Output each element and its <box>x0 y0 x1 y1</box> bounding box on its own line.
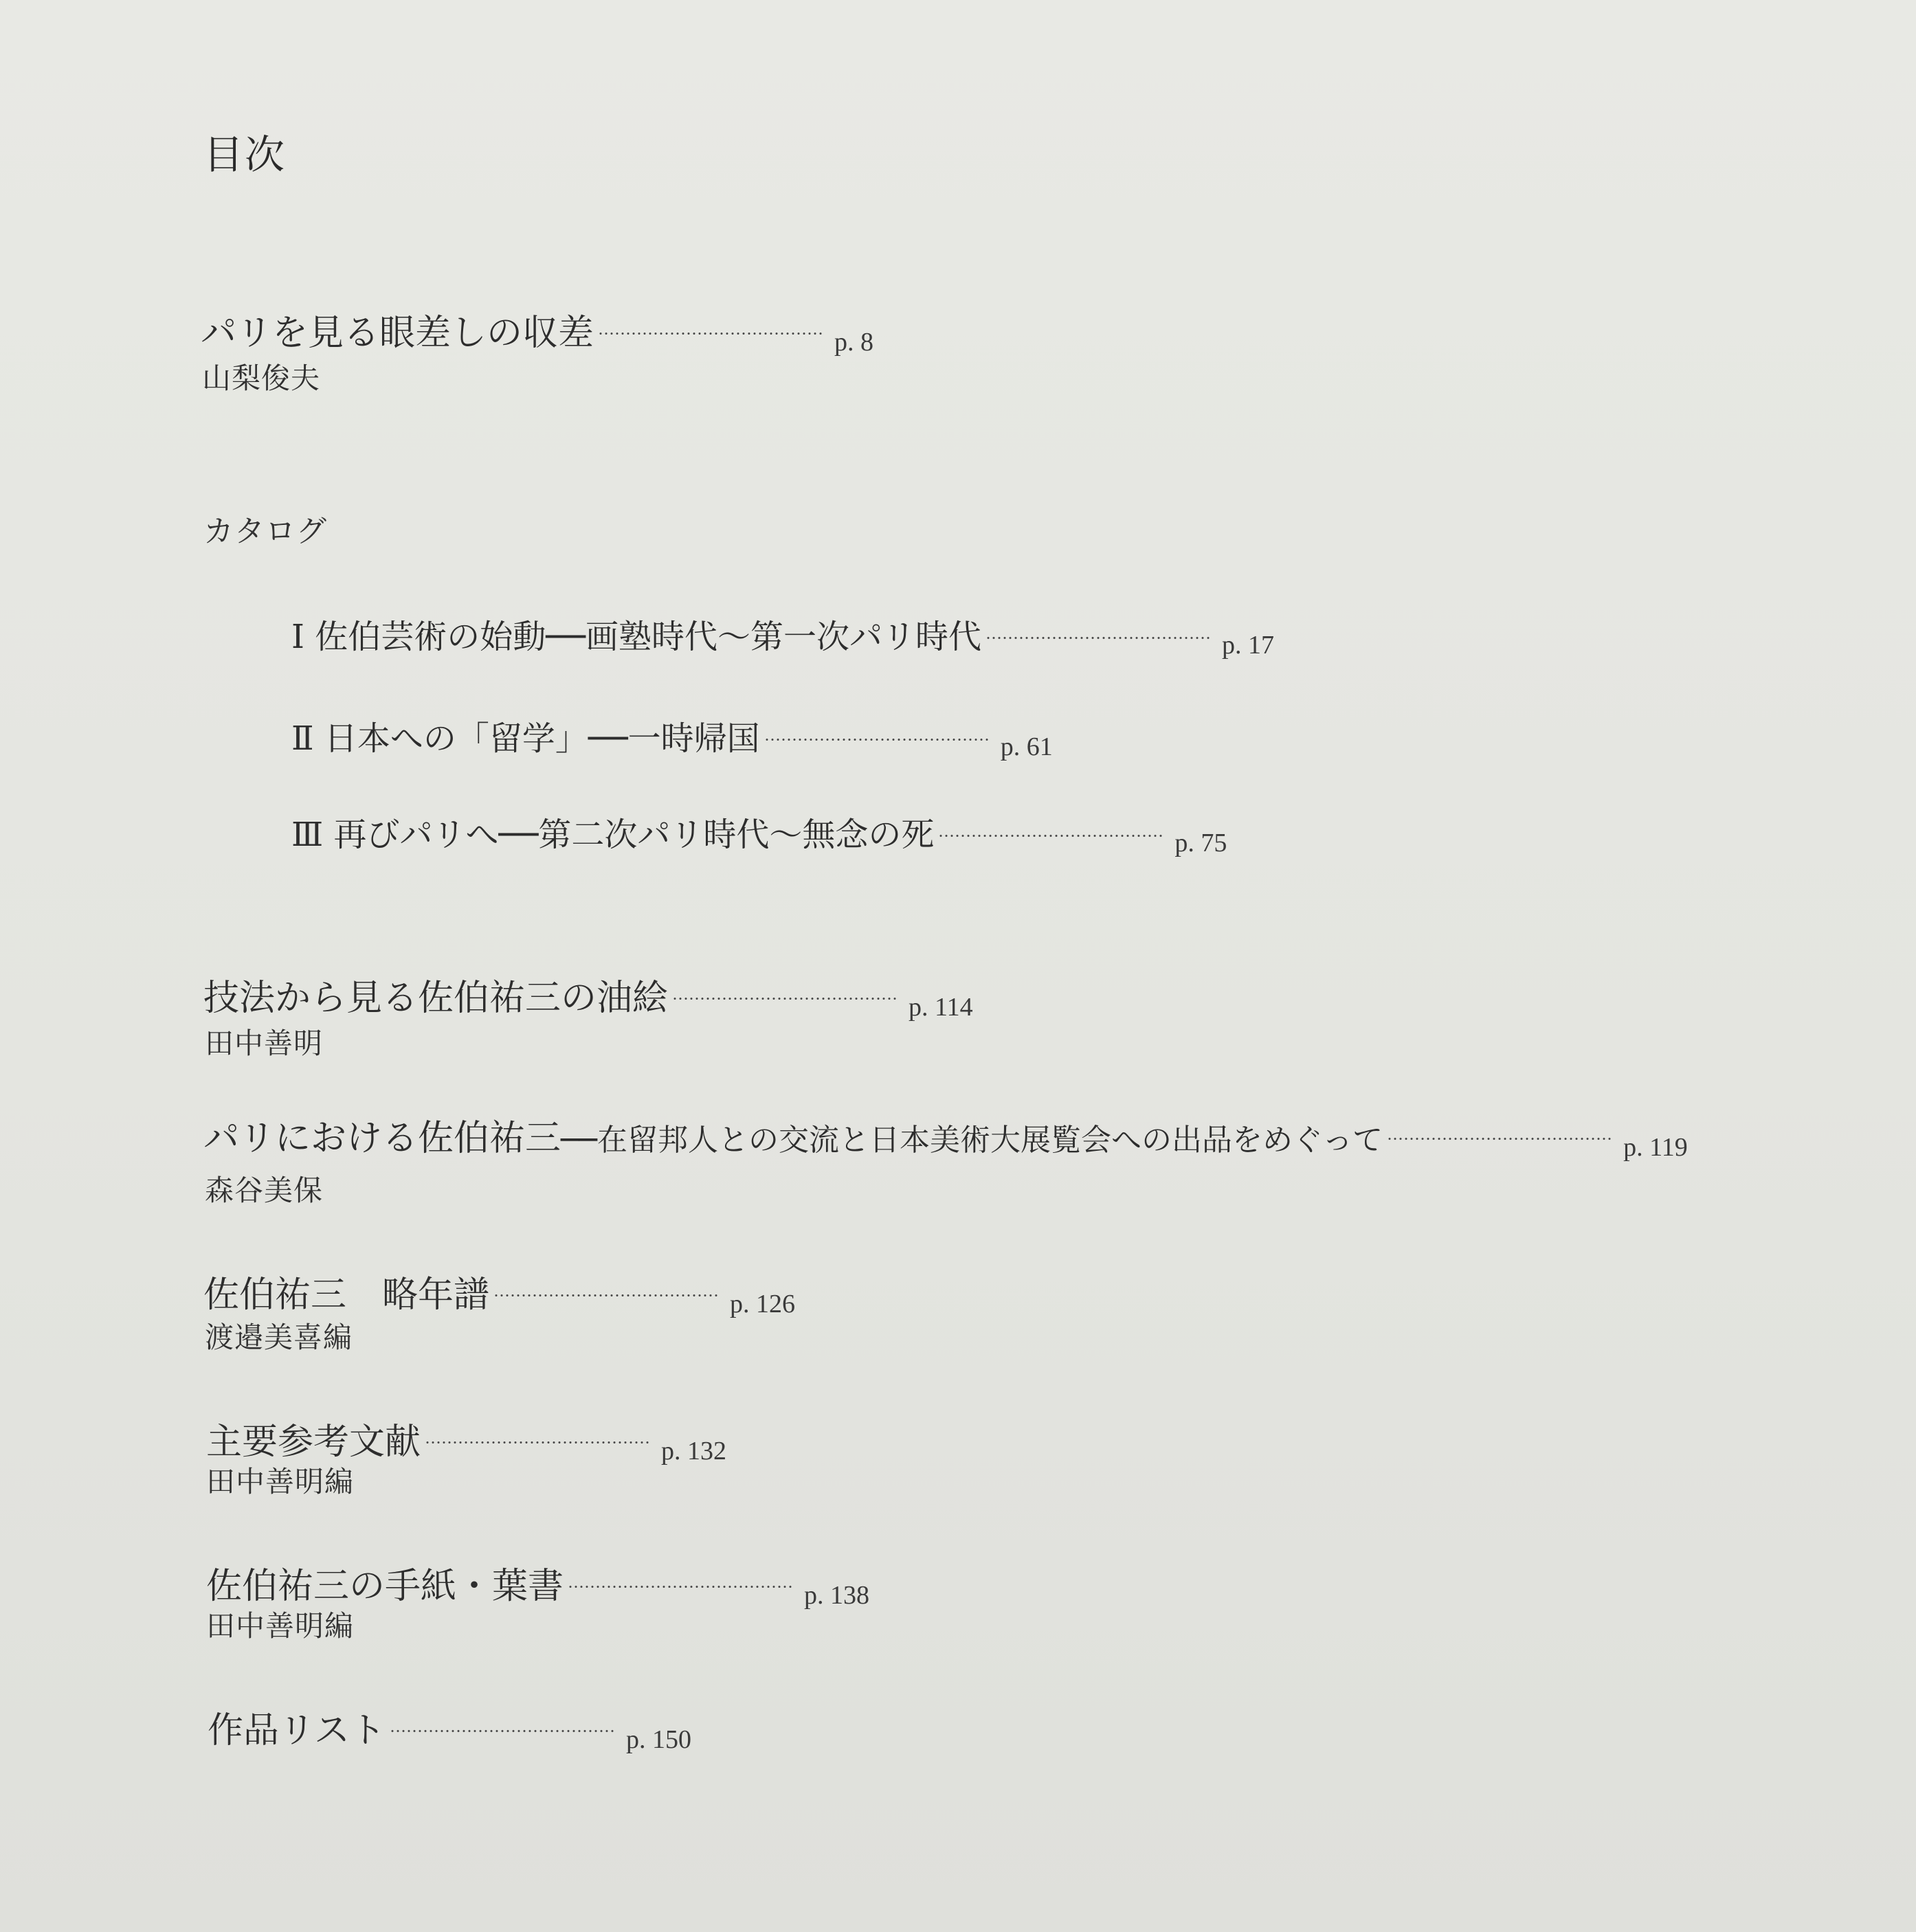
catalog-item-title: Ⅲ 再びパリへ──第二次パリ時代～無念の死 <box>291 816 935 854</box>
entry-title: 技法から見る佐伯祐三の油絵 <box>203 978 669 1019</box>
entry-page: p. 8 <box>834 328 874 357</box>
leader-dots <box>938 835 1165 837</box>
catalog-item-title: Ⅱ 日本への「留学」──一時帰国 <box>291 719 760 758</box>
section-label: カタログ <box>203 514 327 549</box>
toc-entry <box>208 1701 691 1753</box>
leader-dots <box>493 1294 720 1296</box>
entry-page: p. 119 <box>1623 1133 1688 1162</box>
catalog-item-page: p. 61 <box>1000 732 1053 761</box>
entry-author: 田中善明編 <box>206 1465 355 1498</box>
toc-entry <box>203 1109 1688 1160</box>
entry-title: 主要参考文献 <box>206 1422 421 1463</box>
leader-dots <box>568 1586 794 1588</box>
catalog-item-title: Ⅰ 佐伯芸術の始動──画塾時代～第一次パリ時代 <box>291 618 982 656</box>
leader-dots <box>1387 1138 1614 1140</box>
toc-entry <box>203 969 973 1020</box>
entry-author: 山梨俊夫 <box>202 361 321 395</box>
toc-entry <box>206 1413 726 1464</box>
entry-author: 田中善明編 <box>206 1609 355 1643</box>
entry-page: p. 132 <box>661 1437 727 1465</box>
leader-dots <box>390 1730 616 1732</box>
page-title: 目次 <box>203 131 287 178</box>
catalog-item <box>291 712 1053 759</box>
entry-title: 佐伯祐三 略年譜 <box>203 1274 490 1316</box>
catalog-item <box>291 808 1227 855</box>
entry-author: 渡邉美喜編 <box>205 1321 353 1354</box>
leader-dots <box>985 637 1212 639</box>
toc-entry <box>201 304 873 355</box>
entry-title: 作品リスト <box>208 1710 386 1751</box>
entry-title: 佐伯祐三の手紙・葉書 <box>206 1566 564 1607</box>
toc-entry <box>203 1266 795 1317</box>
catalog-item <box>291 610 1274 658</box>
entry-subtitle: ──在留邦人との交流と日本美術大展覧会への出品をめぐって <box>561 1123 1383 1158</box>
catalog-item-page: p. 17 <box>1222 631 1275 660</box>
entry-author: 森谷美保 <box>205 1173 324 1207</box>
entry-page: p. 138 <box>804 1581 870 1610</box>
entry-title: パリを見る眼差しの収差 <box>201 313 594 354</box>
entry-title: パリにおける佐伯祐三 <box>203 1118 561 1159</box>
entry-author: 田中善明 <box>205 1026 324 1060</box>
entry-page: p. 126 <box>730 1290 796 1318</box>
catalog-item-page: p. 75 <box>1174 829 1227 857</box>
leader-dots <box>764 739 991 741</box>
leader-dots <box>425 1441 651 1444</box>
entry-page: p. 114 <box>909 993 973 1022</box>
leader-dots <box>598 333 825 335</box>
leader-dots <box>672 998 899 1000</box>
toc-entry <box>206 1557 869 1608</box>
entry-page: p. 150 <box>625 1725 691 1754</box>
